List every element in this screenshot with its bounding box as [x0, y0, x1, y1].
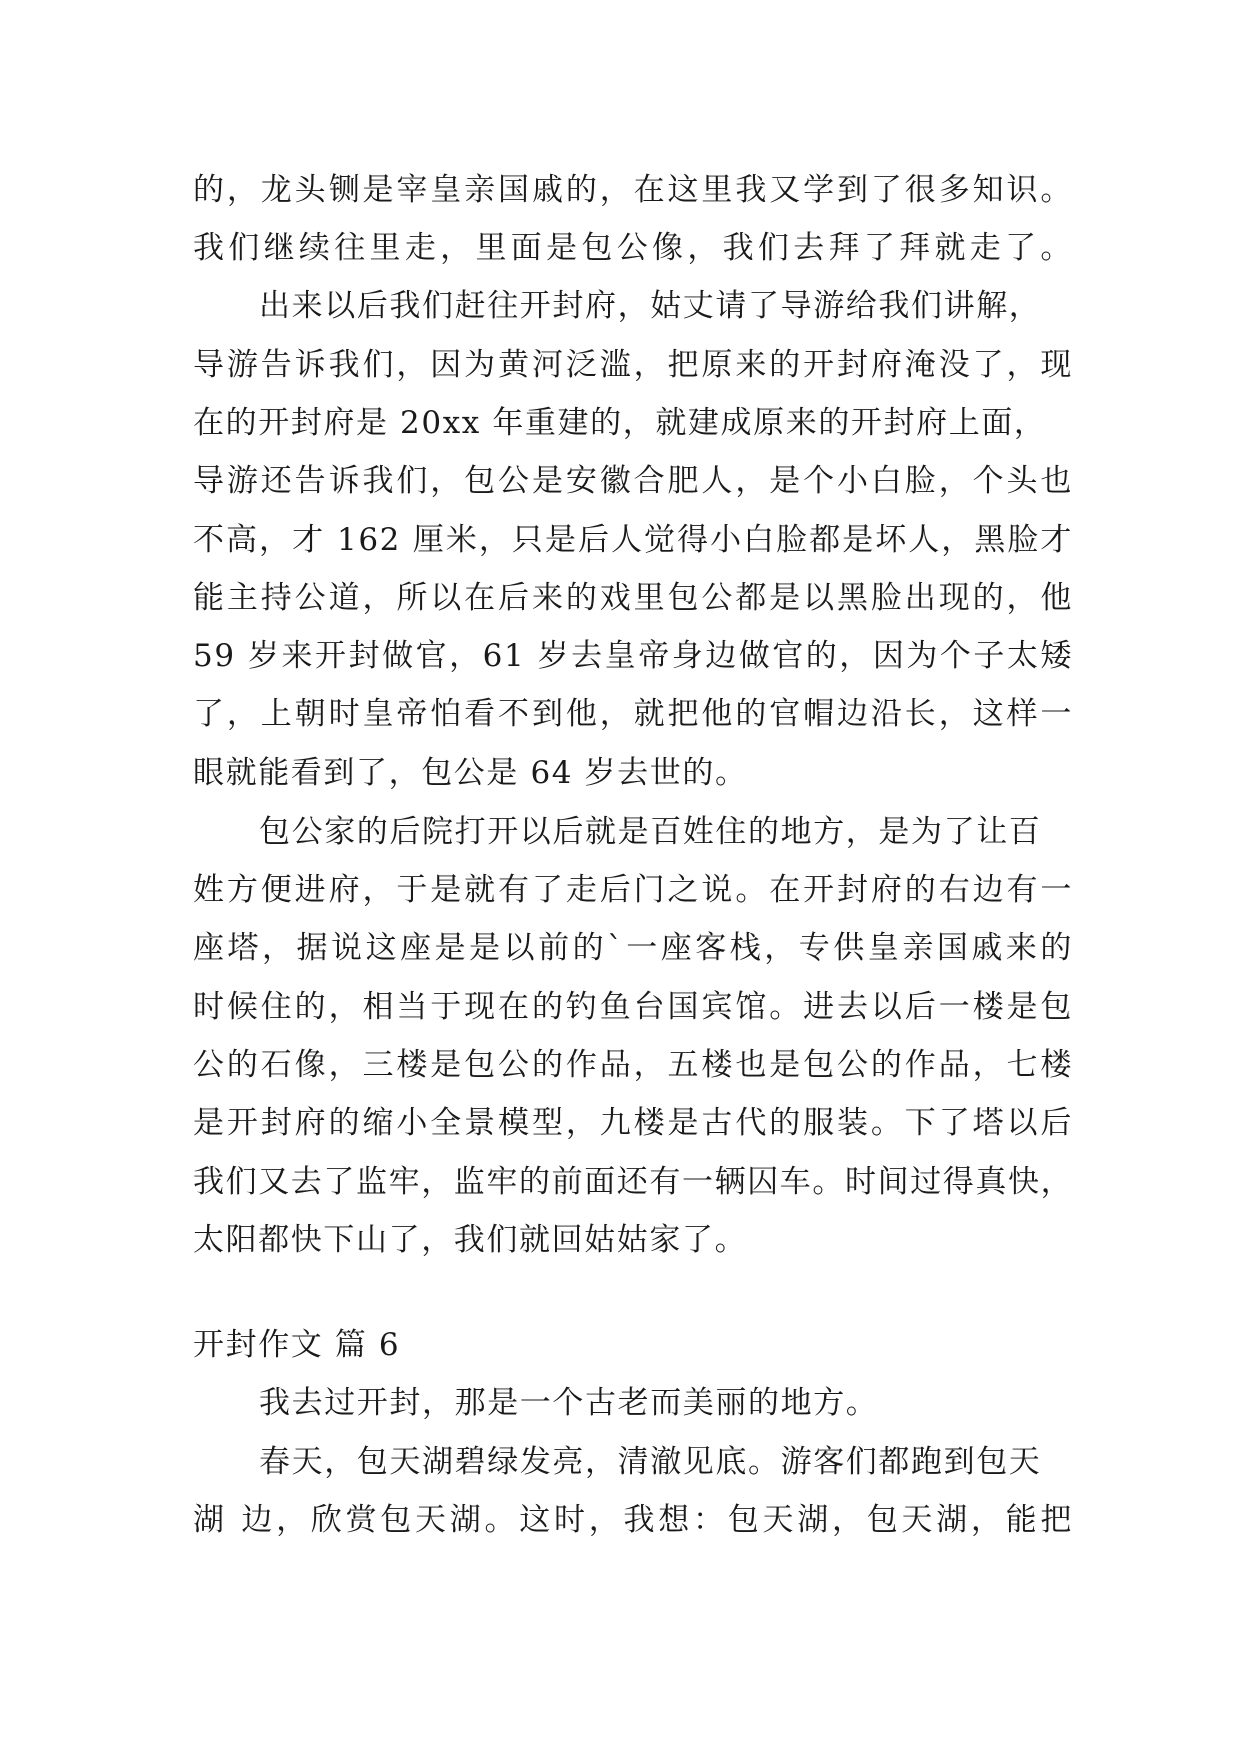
paragraph-line: 我们又去了监牢，监牢的前面还有一辆囚车。时间过得真快， — [193, 1164, 1074, 1200]
paragraph-line: 我去过开封，那是一个古老而美丽的地方。 — [259, 1385, 879, 1421]
paragraph-line: 导游还告诉我们，包公是安徽合肥人，是个小白脸，个头也 — [193, 463, 1073, 499]
paragraph-line: 座塔，据说这座是是以前的`一座客栈，专供皇亲国戚来的 — [193, 930, 1073, 966]
paragraph-line: 姓方便进府，于是就有了走后门之说。在开封府的右边有一 — [193, 872, 1073, 908]
paragraph-line: 公的石像，三楼是包公的作品，五楼也是包公的作品，七楼 — [193, 1047, 1073, 1083]
paragraph-line: 时候住的，相当于现在的钓鱼台国宾馆。进去以后一楼是包 — [193, 989, 1073, 1025]
paragraph-line: 能主持公道，所以在后来的戏里包公都是以黑脸出现的，他 — [193, 580, 1073, 616]
paragraph-line: 太阳都快下山了，我们就回姑姑家了。 — [193, 1222, 748, 1258]
paragraph-line: 了，上朝时皇帝怕看不到他，就把他的官帽边沿长，这样一 — [193, 696, 1073, 732]
paragraph-line: 是开封府的缩小全景模型，九楼是古代的服装。下了塔以后 — [193, 1105, 1073, 1141]
paragraph-line: 春天，包天湖碧绿发亮，清澈见底。游客们都跑到包天 — [259, 1444, 1042, 1480]
paragraph-line: 湖 边，欣赏包天湖。这时，我想：包天湖，包天湖，能把 — [193, 1502, 1073, 1538]
paragraph-line: 眼就能看到了，包公是 64 岁去世的。 — [193, 755, 748, 791]
paragraph-line: 不高，才 162 厘米，只是后人觉得小白脸都是坏人，黑脸才 — [193, 522, 1073, 558]
paragraph-line: 的，龙头铡是宰皇亲国戚的，在这里我又学到了很多知识。 — [193, 172, 1073, 208]
paragraph-line: 在的开封府是 20xx 年重建的，就建成原来的开封府上面， — [193, 405, 1047, 441]
paragraph-line: 我们继续往里走，里面是包公像，我们去拜了拜就走了。 — [193, 230, 1073, 266]
paragraph-line: 出来以后我们赶往开封府，姑丈请了导游给我们讲解， — [259, 288, 1042, 324]
paragraph-line: 包公家的后院打开以后就是百姓住的地方，是为了让百 — [259, 814, 1042, 850]
paragraph-line: 59 岁来开封做官，61 岁去皇帝身边做官的，因为个子太矮 — [193, 638, 1073, 674]
paragraph-line: 导游告诉我们，因为黄河泛滥，把原来的开封府淹没了，现 — [193, 347, 1073, 383]
section-heading: 开封作文 篇 6 — [193, 1327, 401, 1363]
